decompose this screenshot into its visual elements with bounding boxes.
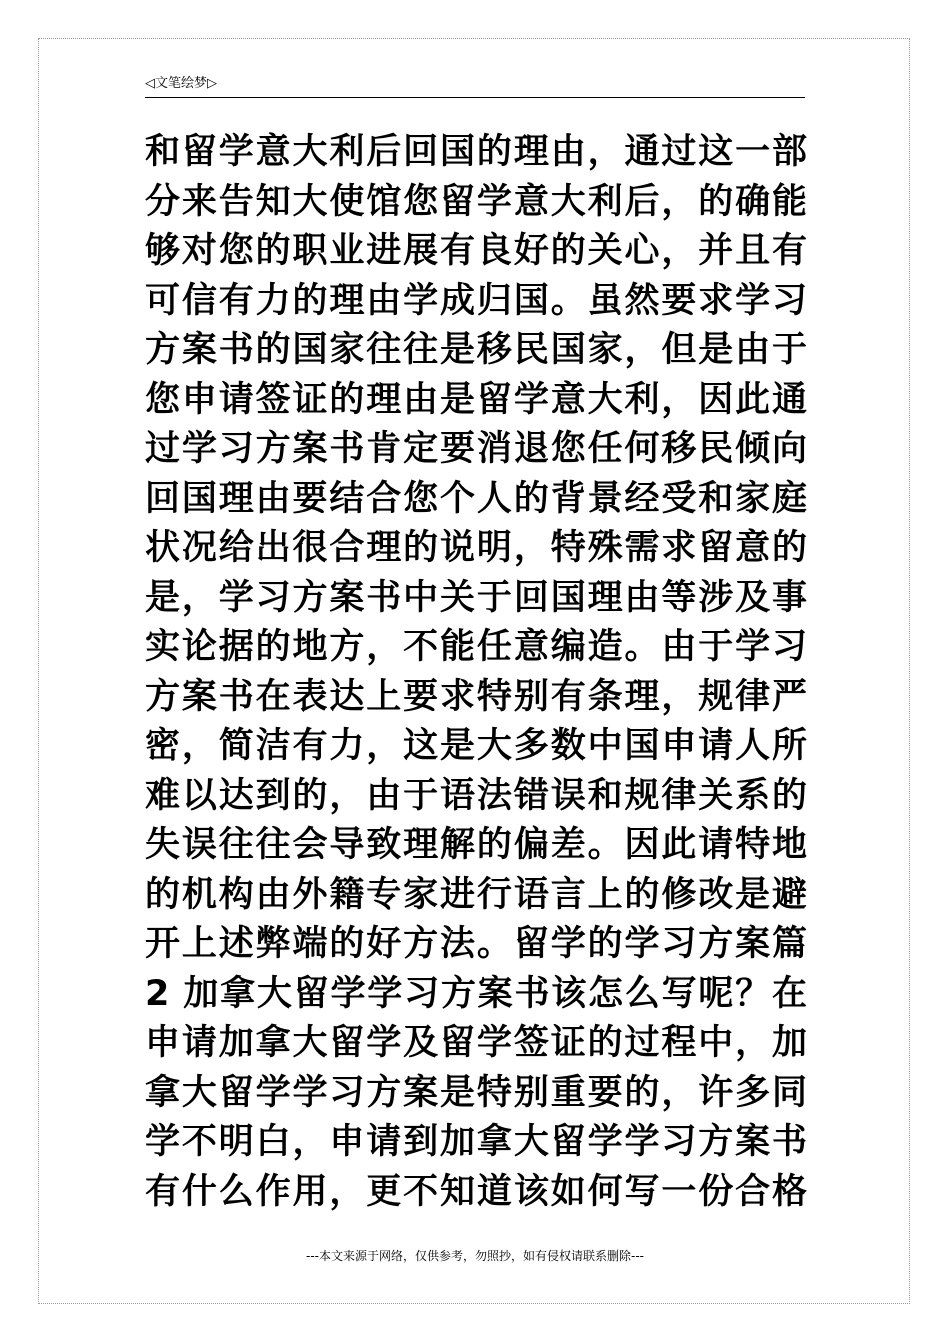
text-line: 您申请签证的理由是留学意大利，因此通 xyxy=(145,379,807,420)
text-line: 有什么作用，更不知道该如何写一份合格 xyxy=(145,1171,807,1212)
text-line: 回国理由要结合您个人的背景经受和家庭 xyxy=(145,478,807,519)
text-line: 拿大留学学习方案是特别重要的，许多同 xyxy=(145,1072,807,1113)
text-line: 方案书在表达上要求特别有条理，规律严 xyxy=(145,676,807,717)
text-line: 学不明白，申请到加拿大留学学习方案书 xyxy=(145,1122,807,1162)
text-line: 是，学习方案书中关于回国理由等涉及事 xyxy=(145,577,807,618)
text-line: 失误往往会导致理解的偏差。因此请特地 xyxy=(145,825,807,865)
body-text xyxy=(145,128,807,1217)
text-line: 方案书的国家往往是移民国家，但是由于 xyxy=(145,330,807,370)
text-line: 申请加拿大留学及留学签证的过程中，加 xyxy=(145,1023,807,1063)
text-line: 和留学意大利后回国的理由，通过这一部 xyxy=(145,132,807,172)
text-line: 可信有力的理由学成归国。虽然要求学习 xyxy=(145,280,807,321)
text-line: 过学习方案书肯定要消退您任何移民倾向 xyxy=(145,429,807,469)
text-line: 2 加拿大留学学习方案书该怎么写呢？在 xyxy=(145,973,807,1014)
header-title: ◁文笔绘梦▷ xyxy=(145,76,217,91)
text-line: 密，简洁有力，这是大多数中国申请人所 xyxy=(145,726,807,766)
text-line: 开上述弊端的好方法。留学的学习方案篇 xyxy=(145,924,807,964)
text-line: 分来告知大使馆您留学意大利后，的确能 xyxy=(145,181,807,222)
text-line: 难以达到的，由于语法错误和规律关系的 xyxy=(145,775,807,816)
page-header xyxy=(145,74,805,98)
text-line: 够对您的职业进展有良好的关心，并且有 xyxy=(145,231,807,271)
text-line: 状况给出很合理的说明，特殊需求留意的 xyxy=(145,528,807,568)
text-line: 实论据的地方，不能任意编造。由于学习 xyxy=(145,627,807,667)
text-line: 的机构由外籍专家进行语言上的修改是避 xyxy=(145,874,807,915)
page-footer: ---本文来源于网络，仅供参考，勿照抄，如有侵权请联系删除--- xyxy=(306,1249,644,1263)
